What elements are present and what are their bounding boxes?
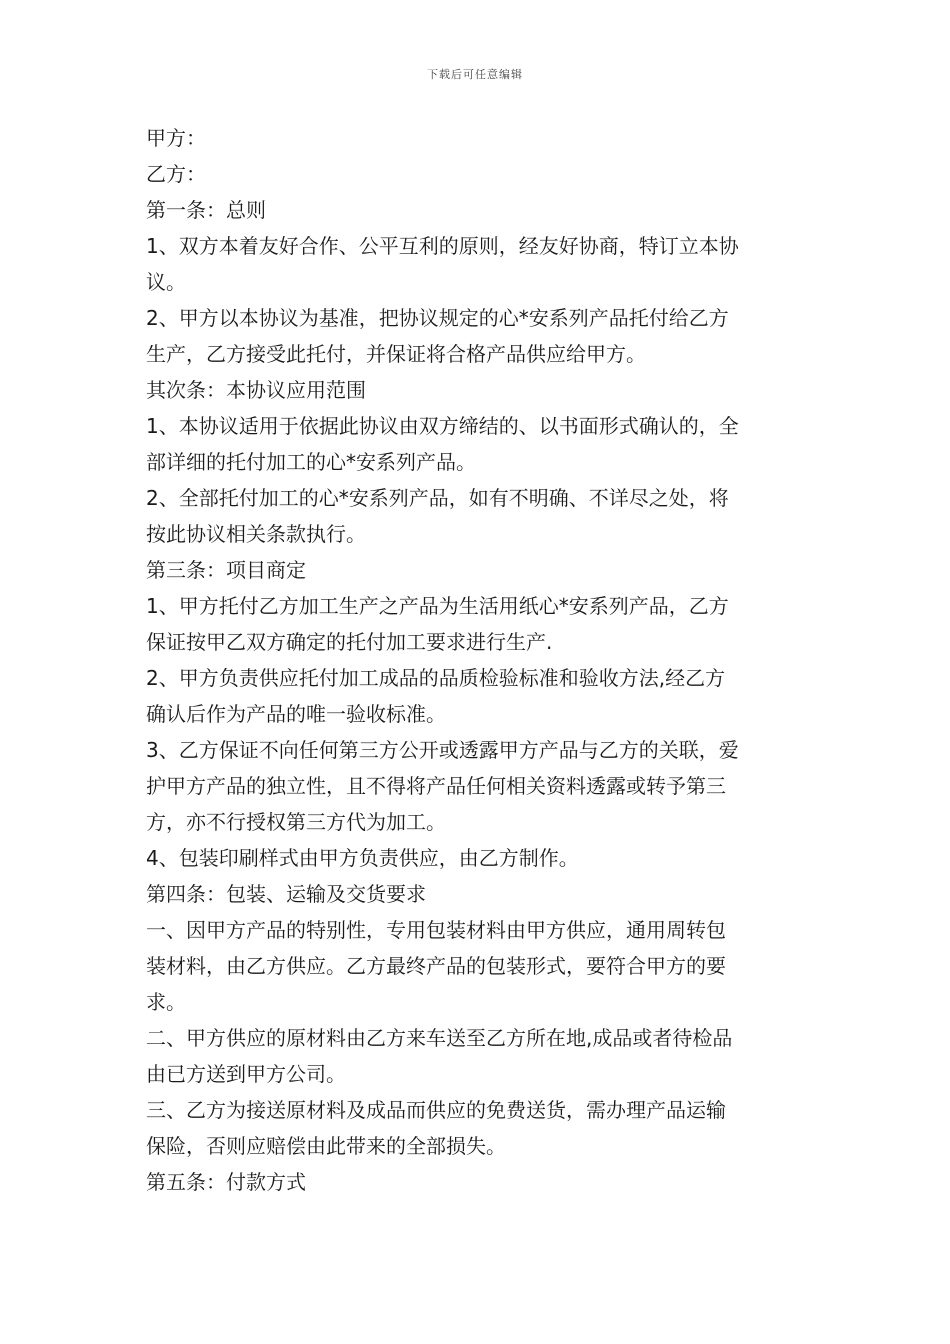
text-line: 护甲方产品的独立性，且不得将产品任何相关资料透露或转予第三 <box>146 774 726 798</box>
text-line: 装材料，由乙方供应。乙方最终产品的包装形式，要符合甲方的要 <box>146 954 726 978</box>
contract-body <box>146 120 810 1200</box>
text-line: 2、甲方以本协议为基准，把协议规定的心*安系列产品托付给乙方 <box>146 306 729 330</box>
text-line: 按此协议相关条款执行。 <box>146 522 366 546</box>
text-line: 二、甲方供应的原材料由乙方来车送至乙方所在地,成品或者待检品 <box>146 1026 733 1050</box>
party-a-line: 甲方： <box>146 126 206 150</box>
text-line: 4、包装印刷样式由甲方负责供应，由乙方制作。 <box>146 846 579 870</box>
text-line: 由已方送到甲方公司。 <box>146 1062 346 1086</box>
article-3-heading: 第三条：项目商定 <box>146 558 306 582</box>
text-line: 1、甲方托付乙方加工生产之产品为生活用纸心*安系列产品，乙方 <box>146 594 729 618</box>
text-line: 求。 <box>146 990 186 1014</box>
text-line: 方，亦不行授权第三方代为加工。 <box>146 810 446 834</box>
text-line: 一、因甲方产品的特别性，专用包装材料由甲方供应，通用周转包 <box>146 918 726 942</box>
party-b-line: 乙方： <box>146 162 206 186</box>
text-line: 保险，否则应赔偿由此带来的全部损失。 <box>146 1134 506 1158</box>
text-line: 3、乙方保证不向任何第三方公开或透露甲方产品与乙方的关联，爱 <box>146 738 739 762</box>
text-line: 2、全部托付加工的心*安系列产品，如有不明确、不详尽之处，将 <box>146 486 729 510</box>
article-4-heading: 第四条：包装、运输及交货要求 <box>146 882 426 906</box>
text-line: 1、双方本着友好合作、公平互利的原则，经友好协商，特订立本协 <box>146 234 739 258</box>
text-line: 保证按甲乙双方确定的托付加工要求进行生产. <box>146 630 553 654</box>
text-line: 部详细的托付加工的心*安系列产品。 <box>146 450 476 474</box>
text-line: 三、乙方为接送原材料及成品而供应的免费送货，需办理产品运输 <box>146 1098 726 1122</box>
text-line: 确认后作为产品的唯一验收标准。 <box>146 702 446 726</box>
page-header-note: 下载后可任意编辑 <box>427 68 523 81</box>
text-line: 2、甲方负责供应托付加工成品的品质检验标准和验收方法,经乙方 <box>146 666 726 690</box>
article-2-heading: 其次条：本协议应用范围 <box>146 378 366 402</box>
text-line: 生产，乙方接受此托付，并保证将合格产品供应给甲方。 <box>146 342 646 366</box>
article-1-heading: 第一条：总则 <box>146 198 266 222</box>
article-5-heading: 第五条：付款方式 <box>146 1170 306 1194</box>
text-line: 1、本协议适用于依据此协议由双方缔结的、以书面形式确认的，全 <box>146 414 739 438</box>
text-line: 议。 <box>146 270 186 294</box>
